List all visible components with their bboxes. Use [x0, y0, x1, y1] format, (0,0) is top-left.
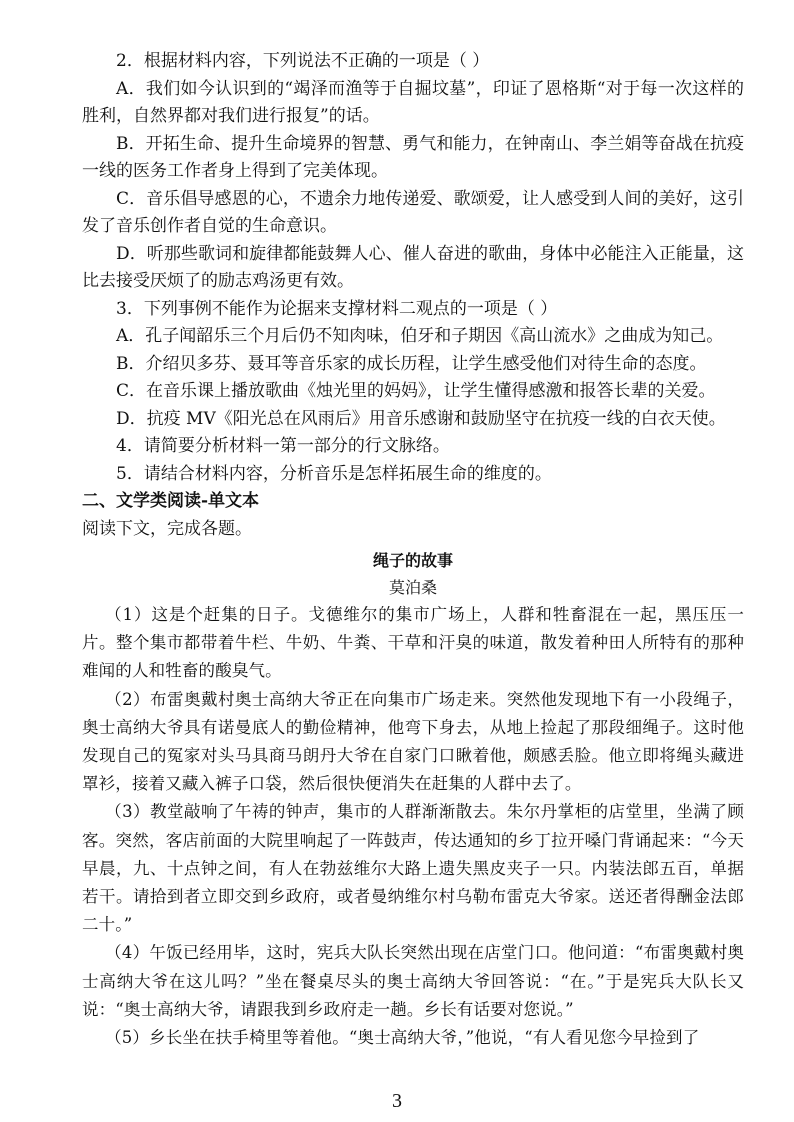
- story-author: 莫泊桑: [388, 578, 437, 597]
- question-2-option-b: B．开拓生命、提升生命境界的智慧、勇气和能力，在钟南山、李兰娟等奋战在抗疫一线的医务工作者身上得到了完美体现。: [82, 133, 744, 181]
- section-heading: 二、文学类阅读-单文本: [82, 491, 260, 511]
- story-paragraph-3: （3）教堂敲响了午祷的钟声，集市的人群渐渐散去。朱尔丹掌柜的店堂里，坐满了顾客。突然，客店前面的大院里响起了一阵鼓声，传达通知的乡丁拉开嗓门背诵起来：“今天早晨，九、十点钟之间，有人在勃兹维尔大路上遗失黑皮夹子一只。内装法郎五百，单据若干。请拾到者立即交到乡政府，或者曼纳维尔村乌勒布雷克大爷家。送还者得酬金法郎二十。”: [82, 802, 744, 935]
- question-3-option-a: A．孔子闻韶乐三个月后仍不知肉味，伯牙和子期因《高山流水》之曲成为知己。: [116, 326, 724, 346]
- document-page: [82, 48, 744, 1052]
- story-paragraph-2: （2）布雷奥戴村奥士高纳大爷正在向集市广场走来。突然他发现地下有一小段绳子，奥士高纳大爷具有诺曼底人的勤俭精神，他弯下身去，从地上捡起了那段细绳子。这时他发现自己的冤家对头马具商马朗丹大爷在自家门口瞅着他，颇感丢脸。他立即将绳头藏进罩衫，接着又藏入裤子口袋，然后很快便消失在赶集的人群中去了。: [82, 689, 744, 794]
- story-paragraph-1: （1）这是个赶集的日子。戈德维尔的集市广场上，人群和牲畜混在一起，黑压压一片。整个集市都带着牛栏、牛奶、牛粪、干草和汗臭的味道，散发着种田人所特有的那种难闻的人和牲畜的酸臭气。: [82, 605, 744, 681]
- section-instruction: 阅读下文，完成各题。: [82, 518, 252, 539]
- question-3-stem: 3．下列事例不能作为论据来支撑材料二观点的一项是（ ）: [116, 298, 558, 319]
- story-paragraph-5: （5）乡长坐在扶手椅里等着他。“奥士高纳大爷，”他说，“有人看见您今早捡到了: [105, 1028, 700, 1048]
- question-3-option-d: D．抗疫 MV《阳光总在风雨后》用音乐感谢和鼓励坚守在抗疫一线的白衣天使。: [116, 408, 726, 429]
- story-title: 绳子的故事: [372, 551, 453, 570]
- question-3-option-b: B．介绍贝多芬、聂耳等音乐家的成长历程，让学生感受他们对待生命的态度。: [116, 353, 707, 374]
- questions-block: [82, 48, 744, 488]
- question-2-option-a: A．我们如今认识到的“竭泽而渔等于自掘坟墓”，印证了恩格斯“对于每一次这样的胜利，自然界都对我们进行报复”的话。: [82, 78, 744, 126]
- question-5: 5．请结合材料内容，分析音乐是怎样拓展生命的维度的。: [116, 463, 552, 484]
- story-block: [82, 547, 744, 1052]
- question-4: 4．请简要分析材料一第一部分的行文脉络。: [116, 436, 450, 456]
- question-2-stem: 2．根据材料内容，下列说法不正确的一项是（ ）: [116, 51, 490, 71]
- question-3-option-c: C．在音乐课上播放歌曲《烛光里的妈妈》，让学生懂得感激和报答长辈的关爱。: [116, 381, 716, 401]
- question-2-option-d: D．听那些歌词和旋律都能鼓舞人心、催人奋进的歌曲，身体中必能注入正能量，这比去接受厌烦了的励志鸡汤更有效。: [82, 243, 744, 291]
- story-paragraph-4: （4）午饭已经用毕，这时，宪兵大队长突然出现在店堂门口。他问道：“布雷奥戴村奥士高纳大爷在这儿吗？”坐在餐桌尽头的奥士高纳大爷回答说：“在。”于是宪兵大队长又说：“奥士高纳大爷，请跟我到乡政府走一趟。乡长有话要对您说。”: [82, 943, 744, 1019]
- page-number: 3: [392, 1090, 402, 1112]
- question-2-option-c: C．音乐倡导感恩的心，不遗余力地传递爱、歌颂爱，让人感受到人间的美好，这引发了音乐创作者自觉的生命意识。: [82, 188, 744, 236]
